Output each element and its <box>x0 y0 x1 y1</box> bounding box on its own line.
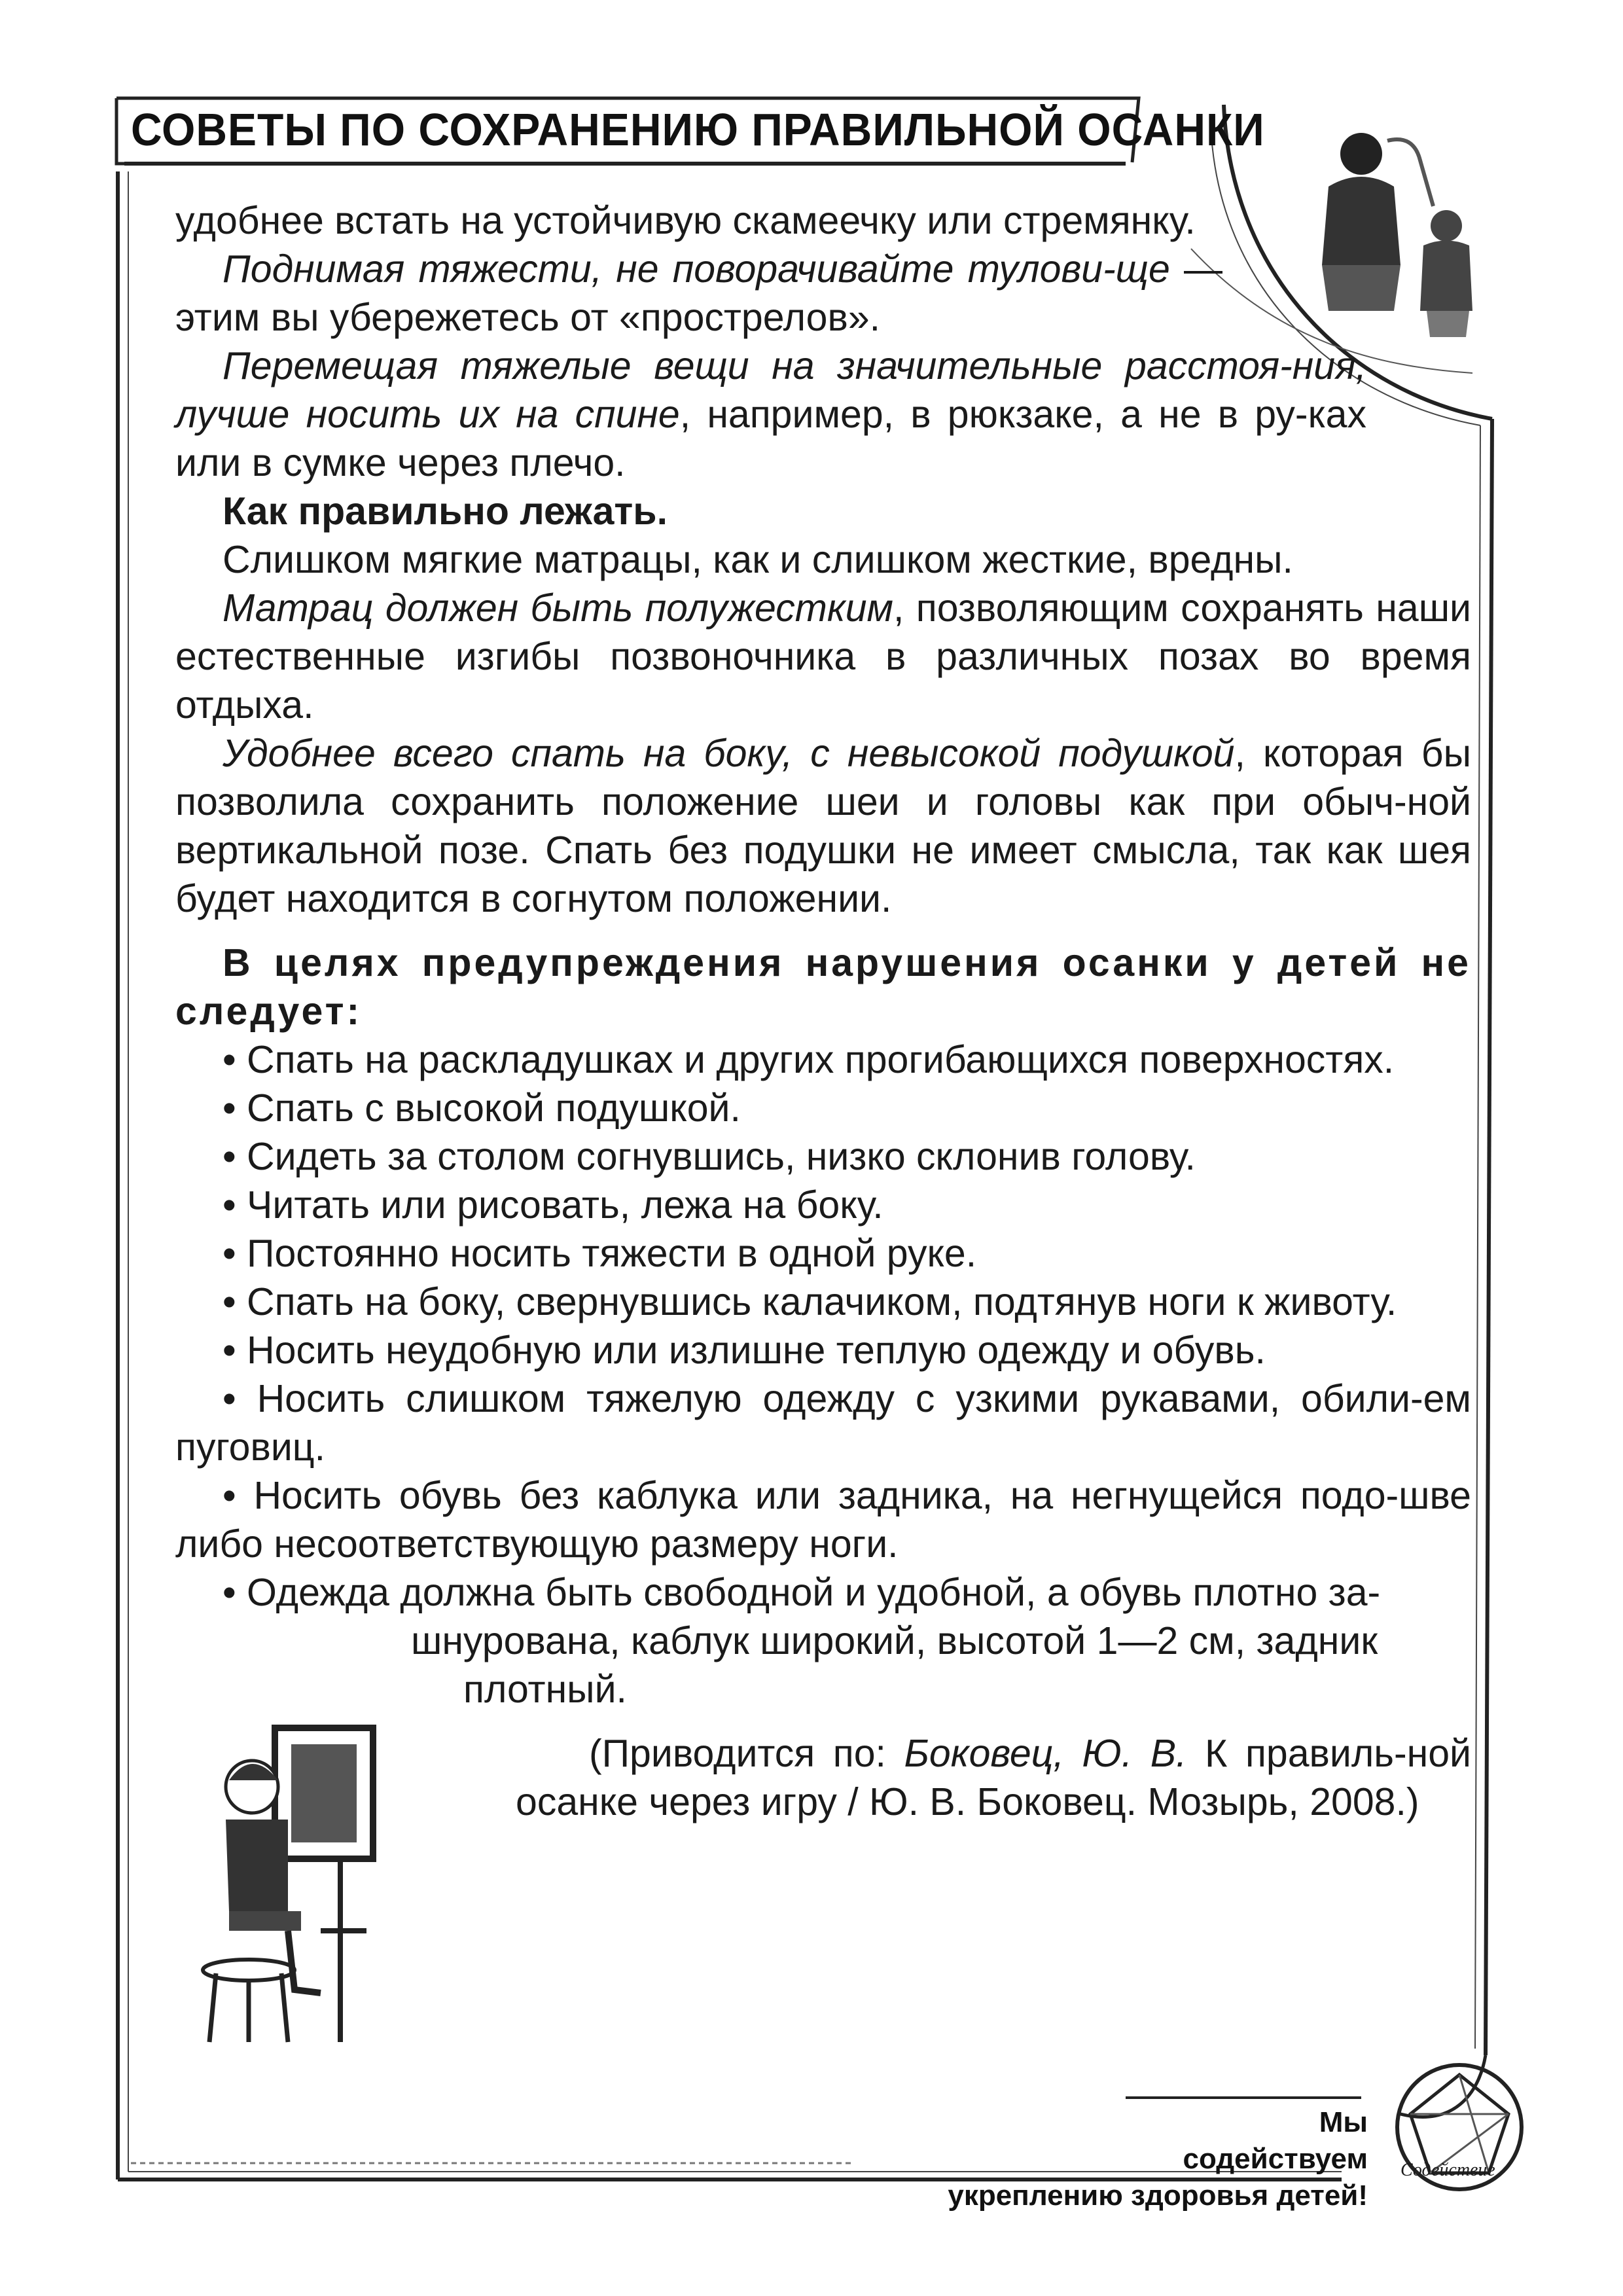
list-item: • Сидеть за столом согнувшись, низко склонив голову. <box>223 1135 1196 1178</box>
list-item: • Носить неудобную или излишне теплую одежду и обувь. <box>223 1329 1266 1372</box>
list-item: • Носить слишком тяжелую одежду с узкими рукавами, обили-ем пуговиц. <box>175 1377 1471 1469</box>
paragraph-pillow <box>175 729 1471 923</box>
list-item-clothing-c: плотный. <box>463 1668 627 1711</box>
footer-slogan <box>948 2104 1368 2214</box>
child-drawing-illustration <box>190 1715 399 2049</box>
pillow-tip-rest: , которая бы позволила сохранить положение шеи и головы как при обыч-ной вертикальной позе. Спать без подушки не имеет смысла, так как шея будет находится в согнутом положении. <box>175 732 1471 920</box>
list-item: • Постоянно носить тяжести в одной руке. <box>223 1232 977 1275</box>
paragraph-mattress-hardness: Слишком мягкие матрацы, как и слишком жесткие, вредны. <box>223 538 1293 581</box>
paragraph-mattress <box>175 584 1471 729</box>
footer-line-1: Мы <box>1319 2106 1368 2138</box>
list-item: • Спать с высокой подушкой. <box>223 1086 741 1130</box>
footer-line-3: укреплению здоровья детей! <box>948 2179 1368 2212</box>
lifting-tip-rest: — этим вы убережетесь от «прострелов». <box>175 247 1222 339</box>
paragraph-carrying <box>175 342 1366 487</box>
reference-citation <box>516 1729 1471 1826</box>
page-title: СОВЕТЫ ПО СОХРАНЕНИЮ ПРАВИЛЬНОЙ ОСАНКИ <box>131 104 1265 155</box>
mattress-tip: Матрац должен быть полужестким <box>223 586 893 630</box>
pillow-tip: Удобнее всего спать на боку, с невысокой подушкой <box>223 732 1235 775</box>
reference-author: Боковец, Ю. В. <box>904 1732 1187 1775</box>
list-item-clothing-a: • Одежда должна быть свободной и удобной, а обувь плотно за- <box>223 1571 1381 1614</box>
warning-list <box>175 1035 1471 1568</box>
section-heading-sleep: Как правильно лежать. <box>223 490 668 533</box>
emblem-label: Содействие <box>1400 2160 1495 2180</box>
list-item: • Носить обувь без каблука или задника, на негнущейся подо-шве либо несоответствующую размеру ноги. <box>175 1474 1471 1566</box>
list-item: • Спать на раскладушках и других прогибающихся поверхностях. <box>223 1038 1395 1081</box>
carrying-tip-rest: , например, в рюкзаке, а не в ру-ках или в сумке через плечо. <box>175 393 1366 484</box>
list-item-clothing-b: шнурована, каблук широкий, высотой 1—2 см, задник <box>411 1619 1378 1662</box>
list-item: • Читать или рисовать, лежа на боку. <box>223 1183 883 1227</box>
reference-prefix: (Приводится по: <box>589 1732 904 1775</box>
paragraph-ladder: удобнее встать на устойчивую скамеечку или стремянку. <box>175 199 1196 242</box>
reference-rest: К правиль-ной осанке через игру / Ю. В. Боковец. Мозырь, 2008.) <box>516 1732 1472 1823</box>
mattress-tip-rest: , позволяющим сохранять наши естественные изгибы позвоночника в различных позах во время отдыха. <box>175 586 1471 726</box>
list-item: • Спать на боку, свернувшись калачиком, подтянув ноги к животу. <box>223 1280 1397 1323</box>
section-heading-warnings: В целях предупреждения нарушения осанки у детей не следует: <box>175 941 1471 1033</box>
paragraph-lifting <box>175 245 1222 342</box>
article-body <box>175 196 1471 1826</box>
carrying-tip: Перемещая тяжелые вещи на значительные расстоя-ния, лучше носить их на спине <box>175 344 1366 436</box>
footer-line-2: содействуем <box>1183 2143 1368 2175</box>
lifting-tip: Поднимая тяжести, не поворачивайте тулови-ще <box>223 247 1170 291</box>
